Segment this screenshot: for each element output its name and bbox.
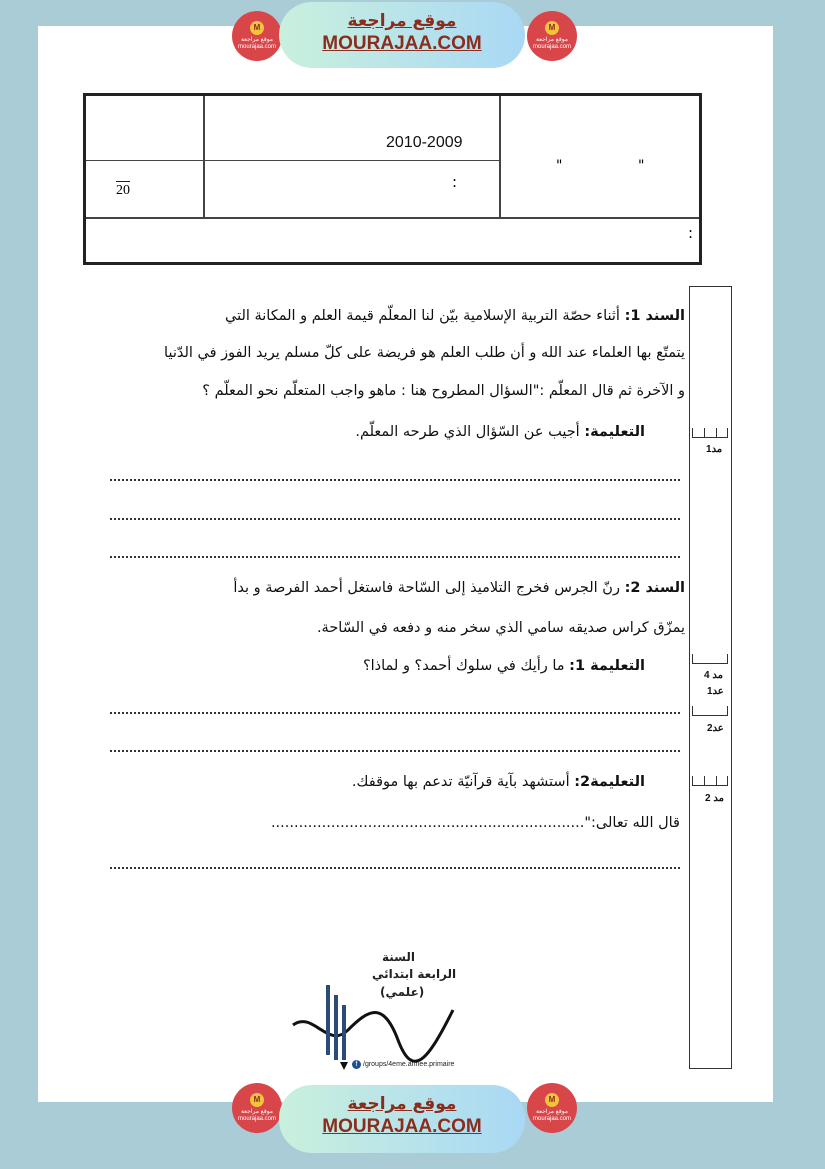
logo-line-1: السنة — [382, 950, 416, 964]
instruction-1: التعليمة: أجيب عن السّؤال الذي طرحه المعلّم. — [355, 424, 645, 440]
site-banner-top[interactable] — [279, 2, 525, 68]
header-quote: " — [638, 158, 645, 174]
header-quote: " — [556, 158, 563, 174]
instruction-2-2: التعليمة2: أستشهد بآية قرآنيّة تدعم بها موقفك. — [351, 774, 645, 790]
grading-ticks — [692, 776, 728, 786]
instruction-2-1: التعليمة 1: ما رأيك في سلوك أحمد؟ و لماذا؟ — [362, 658, 645, 674]
logo-line-3: (علمي) — [380, 985, 425, 999]
score-total: 20 — [116, 183, 130, 198]
sanad-1-label: السند 1: — [624, 308, 685, 324]
grade-mark: مد1 — [706, 444, 723, 455]
school-year: 2010-2009 — [386, 134, 463, 151]
answer-line[interactable] — [110, 477, 680, 481]
site-banner-bottom[interactable] — [279, 1085, 525, 1153]
sanad-1-line-2: يتمتّع بها العلماء عند الله و أن طلب العلم هو فريضة على كلّ مسلم يريد الفوز في الدّنيا — [164, 345, 685, 361]
answer-line[interactable] — [110, 516, 680, 520]
logo-line-2: الرابعة ابتدائي — [372, 967, 457, 981]
site-name-ar[interactable]: موقع مراجعة — [347, 11, 457, 31]
site-name-en[interactable]: MOURAJAA.COM — [322, 33, 482, 54]
site-name-ar[interactable]: موقع مراجعة — [347, 1094, 457, 1114]
header-colon: : — [688, 224, 694, 242]
grade-mark: عد2 — [707, 723, 724, 734]
grade-mark: عد1 — [707, 686, 724, 697]
answer-line[interactable] — [110, 748, 680, 752]
sanad-2-line-2: يمزّق كراس صديقه سامي الذي سخر منه و دفعه في السّاحة. — [316, 620, 685, 636]
facebook-icon: f — [352, 1060, 361, 1069]
answer-line[interactable] — [110, 865, 680, 869]
site-badge-icon: M موقع مراجعة mourajaa.com — [232, 11, 282, 61]
sanad-2-label: السند 2: — [624, 580, 685, 596]
site-badge-icon: M موقع مراجعة mourajaa.com — [232, 1083, 282, 1133]
class-logo — [288, 950, 468, 1075]
grade-mark: مد 2 — [705, 793, 724, 804]
instruction-2-2-label: التعليمة2: — [574, 774, 645, 790]
grading-ticks — [692, 654, 728, 664]
answer-line[interactable] — [110, 710, 680, 714]
instruction-1-label: التعليمة: — [584, 424, 645, 440]
sanad-1-line-3: و الآخرة ثم قال المعلّم :"السؤال المطروح هنا : ماهو واجب المتعلّم نحو المعلّم ؟ — [202, 383, 685, 399]
instruction-2-1-label: التعليمة 1: — [569, 658, 645, 674]
site-badge-icon: M موقع مراجعة mourajaa.com — [527, 11, 577, 61]
grade-mark: مد 4 — [704, 670, 723, 681]
exam-header-table — [83, 93, 702, 265]
header-colon: : — [452, 173, 458, 191]
quran-prompt[interactable]: قال الله تعالى:".................................................................... — [270, 815, 680, 831]
grading-ticks — [692, 706, 728, 716]
site-badge-icon: M موقع مراجعة mourajaa.com — [527, 1083, 577, 1133]
sanad-1-line-1: السند 1: أثناء حصّة التربية الإسلامية بيّن لنا المعلّم قيمة العلم و المكانة التي — [224, 308, 685, 324]
facebook-group-link[interactable]: f /groups/4eme.annee.primaire — [352, 1060, 454, 1069]
grading-ticks — [692, 428, 728, 438]
sanad-2-line-1: السند 2: رنّ الجرس فخرج التلاميذ إلى السّاحة فاستغل أحمد الفرصة و بدأ — [233, 580, 685, 596]
site-name-en[interactable]: MOURAJAA.COM — [322, 1116, 482, 1137]
answer-line[interactable] — [110, 554, 680, 558]
